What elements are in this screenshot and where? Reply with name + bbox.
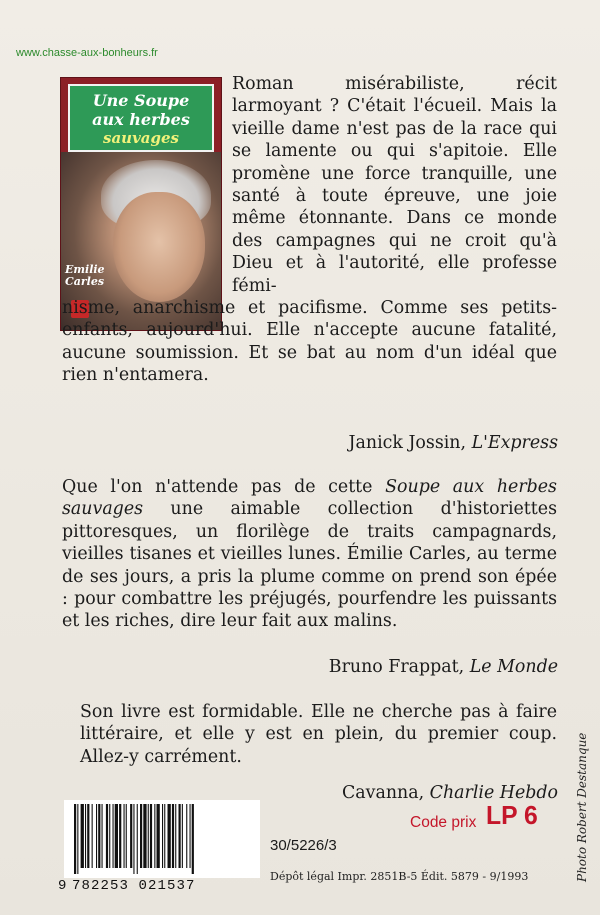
cover-thumbnail	[61, 78, 221, 330]
review1-author: Janick Jossin,	[348, 433, 472, 453]
barcode-bar	[96, 804, 97, 868]
cover-title-line2: aux herbes	[92, 110, 190, 129]
barcode-bar	[98, 804, 100, 868]
review3-text: Son livre est formidable. Elle ne cherche pas à faire littéraire, et elle y est en plein, du premier coup. Allez-y carrément.	[80, 702, 557, 767]
review2-author: Bruno Frappat,	[328, 657, 470, 677]
review1-signature	[349, 432, 558, 454]
barcode-bar	[130, 804, 132, 868]
cover-author	[65, 264, 105, 288]
barcode-bar	[168, 804, 171, 868]
barcode-bar	[133, 804, 134, 874]
barcode-bar	[190, 804, 191, 868]
cover-title	[68, 84, 214, 152]
cover-author-line1: Emilie	[65, 263, 105, 276]
review2-text-a: Que l'on n'attende pas de cette	[62, 477, 386, 497]
barcode-bar	[179, 804, 181, 868]
barcode-bar	[137, 804, 138, 874]
barcode-bar	[77, 804, 78, 874]
barcode-bar	[113, 804, 114, 868]
barcode-bar	[119, 804, 121, 868]
cover-author-line2: Carles	[65, 275, 105, 288]
cover-title-line3: sauvages	[103, 129, 179, 147]
review2-signature	[329, 656, 558, 678]
barcode-bar	[164, 804, 165, 868]
barcode-bar	[154, 804, 155, 868]
barcode-bar	[162, 804, 163, 868]
barcode-bar	[92, 804, 93, 868]
barcode-bar	[115, 804, 118, 868]
barcode-bar	[81, 804, 84, 868]
barcode-bar	[172, 804, 174, 868]
review2-text-italic: Soupe aux herbes sauvages	[62, 477, 557, 520]
barcode-digit-first: 9	[58, 878, 67, 894]
barcode-bar	[150, 804, 152, 868]
barcode-bar	[87, 804, 89, 868]
review1-source: L'Express	[471, 433, 558, 453]
review2-source: Le Monde	[469, 657, 558, 677]
barcode-bar	[148, 804, 149, 868]
review3-author: Cavanna,	[341, 783, 430, 803]
photo-credit: Photo Robert Destanque	[575, 732, 589, 882]
barcode-bar	[175, 804, 176, 868]
watermark: www.chasse-aux-bonheurs.fr	[16, 47, 158, 59]
catalog-reference: 30/5226/3	[270, 837, 337, 854]
price-code-block	[410, 800, 560, 838]
barcode-bar	[182, 804, 183, 868]
review1-text-top: Roman misérabiliste, récit larmoyant ? C'était l'écueil. Mais la vieille dame n'est pas de la race qui se lamente ou qui s'apitoie. Elle promène une force tranquille, une santé à toute épreuve, une joie même étonnante. Dans ce monde des campagnes qui ne croit qu'à Dieu et à l'autorité, elle professe fémi-	[232, 74, 557, 296]
review3-source: Charlie Hebdo	[429, 783, 558, 803]
barcode-bars	[72, 804, 252, 874]
barcode-digits-rest: 782253 021537	[72, 878, 196, 894]
price-label: Code prix	[410, 814, 477, 831]
cover-title-line1: Une Soupe	[92, 91, 190, 110]
review1-text-bottom: nisme, anarchisme et pacifisme. Comme ses petits-enfants, aujourd'hui. Elle n'accepte aucune fatalité, aucune soumission. Et se bat au nom d'un idéal que rien n'entamera.	[62, 298, 557, 386]
barcode-bar	[106, 804, 108, 868]
barcode-bar	[157, 804, 160, 868]
barcode-bar	[74, 804, 76, 874]
barcode-bar	[124, 804, 125, 868]
barcode-bar	[85, 804, 86, 868]
barcode-bar	[192, 804, 194, 874]
review2-text	[62, 476, 557, 633]
barcode-bar	[143, 804, 146, 868]
price-code: LP 6	[486, 800, 538, 830]
barcode-bar	[140, 804, 142, 868]
barcode-bar	[126, 804, 127, 868]
barcode-bar	[109, 804, 110, 868]
barcode-bar	[186, 804, 187, 868]
review2-text-b: une aimable collection d'historiettes pittoresques, un florilège de traits campagnards, vieilles tisanes et vieilles lunes. Émilie Carles, au terme de ses jours, a pris la plume comme on prend son épée : pour combattre les préjugés, pourfendre les puissants et les riches, dire leur fait aux malins.	[62, 499, 557, 632]
legal-deposit: Dépôt légal Impr. 2851B-5 Édit. 5879 - 9/1993	[270, 870, 529, 883]
isbn-barcode	[64, 800, 260, 878]
portrait-face	[113, 192, 205, 302]
barcode-bar	[102, 804, 103, 868]
